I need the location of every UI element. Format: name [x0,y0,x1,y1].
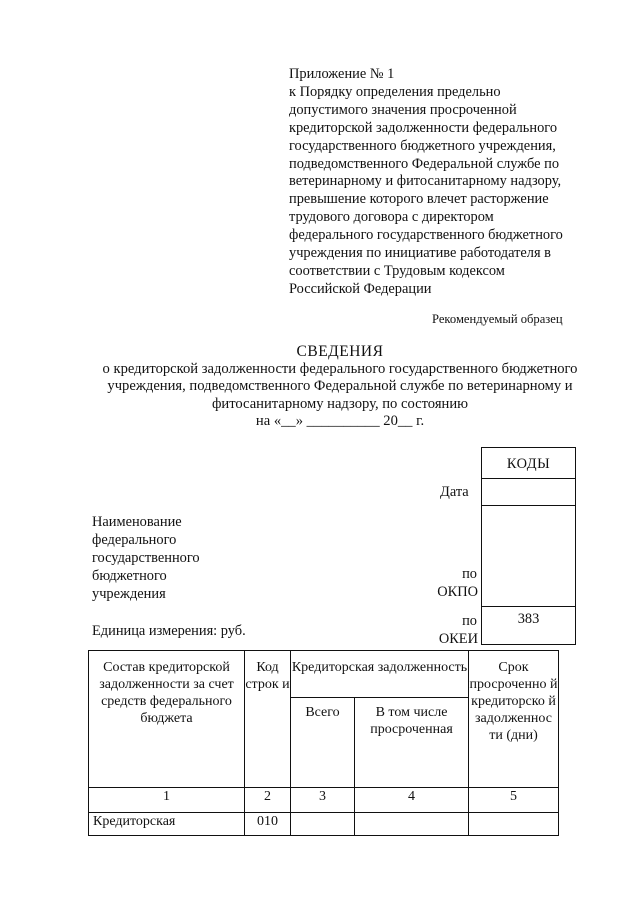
okei-label: ОКЕИ [438,631,478,647]
okei-prefix: по [462,613,477,629]
appendix-line: государственного бюджетного учреждения, [289,137,556,154]
row-overdue-cell[interactable] [355,813,469,836]
row-code: 010 [245,813,291,836]
creditor-debt-table [88,650,559,836]
appendix-line: трудового договора с директором [289,209,494,226]
org-name-line: государственного [92,549,200,566]
appendix-line: соответствии с Трудовым кодексом [289,262,505,279]
appendix-line: учреждения по инициативе работодателя в [289,245,551,262]
title-date-line: на «__» __________ 20__ г. [255,412,425,429]
appendix-line: к Порядку определения предельно [289,83,501,100]
org-name-line: Наименование [92,514,182,530]
title-line: о кредиторской задолженности федерального государственного бюджетного [102,361,578,378]
column-number: 2 [245,788,291,813]
table-header-row [89,651,559,698]
column-number: 5 [469,788,559,813]
appendix-line: Российской Федерации [289,280,432,297]
column-number: 1 [89,788,245,813]
table-row [89,788,559,813]
appendix-line: ветеринарному и фитосанитарному надзору, [289,173,562,190]
header-row-code: Код строк и [245,651,291,788]
header-overdue-term: Срок просроченно й кредиторско й задолженнос ти (дни) [469,651,559,788]
header-overdue: В том числе просроченная [355,698,469,788]
appendix-line: допустимого значения просроченной [289,101,517,118]
org-name-line: бюджетного [92,567,167,584]
appendix-line: Приложение № 1 [289,66,395,82]
header-total: Всего [291,698,355,788]
header-creditor-debt: Кредиторская задолженность [291,651,469,698]
date-label: Дата [440,484,469,500]
org-name-line: учреждения [92,585,166,602]
codes-box [481,447,576,645]
row-term-cell[interactable] [469,813,559,836]
row-label: Кредиторская [89,813,245,836]
appendix-line: подведомственного Федеральной службе по [289,155,560,172]
table-row [89,813,559,836]
title-line: учреждения, подведомственного Федеральной службе по ветеринарному и [107,378,573,395]
column-number: 4 [355,788,469,813]
appendix-line: превышение которого влечет расторжение [289,191,549,208]
appendix-block [289,66,589,299]
column-number: 3 [291,788,355,813]
okpo-code-cell[interactable] [482,506,575,607]
appendix-line: кредиторской задолженности федерального [289,119,558,136]
title-line: фитосанитарному надзору, по состоянию [211,395,469,412]
org-name-line: федерального [92,531,177,548]
org-name-label [92,514,252,604]
document-title [40,343,640,430]
okpo-prefix: по [462,566,477,582]
unit-label: Единица измерения: руб. [92,623,246,639]
appendix-line: федерального государственного бюджетного [289,227,563,244]
row-total-cell[interactable] [291,813,355,836]
okpo-label: ОКПО [437,584,478,600]
header-composition: Состав кредиторской задолженности за счет средств федерального бюджета [89,651,245,788]
okei-code-cell[interactable]: 383 [517,611,540,627]
recommended-sample-label: Рекомендуемый образец [432,312,563,326]
date-code-cell[interactable] [482,479,575,506]
codes-header: КОДЫ [482,448,575,479]
title-heading: СВЕДЕНИЯ [296,343,384,360]
